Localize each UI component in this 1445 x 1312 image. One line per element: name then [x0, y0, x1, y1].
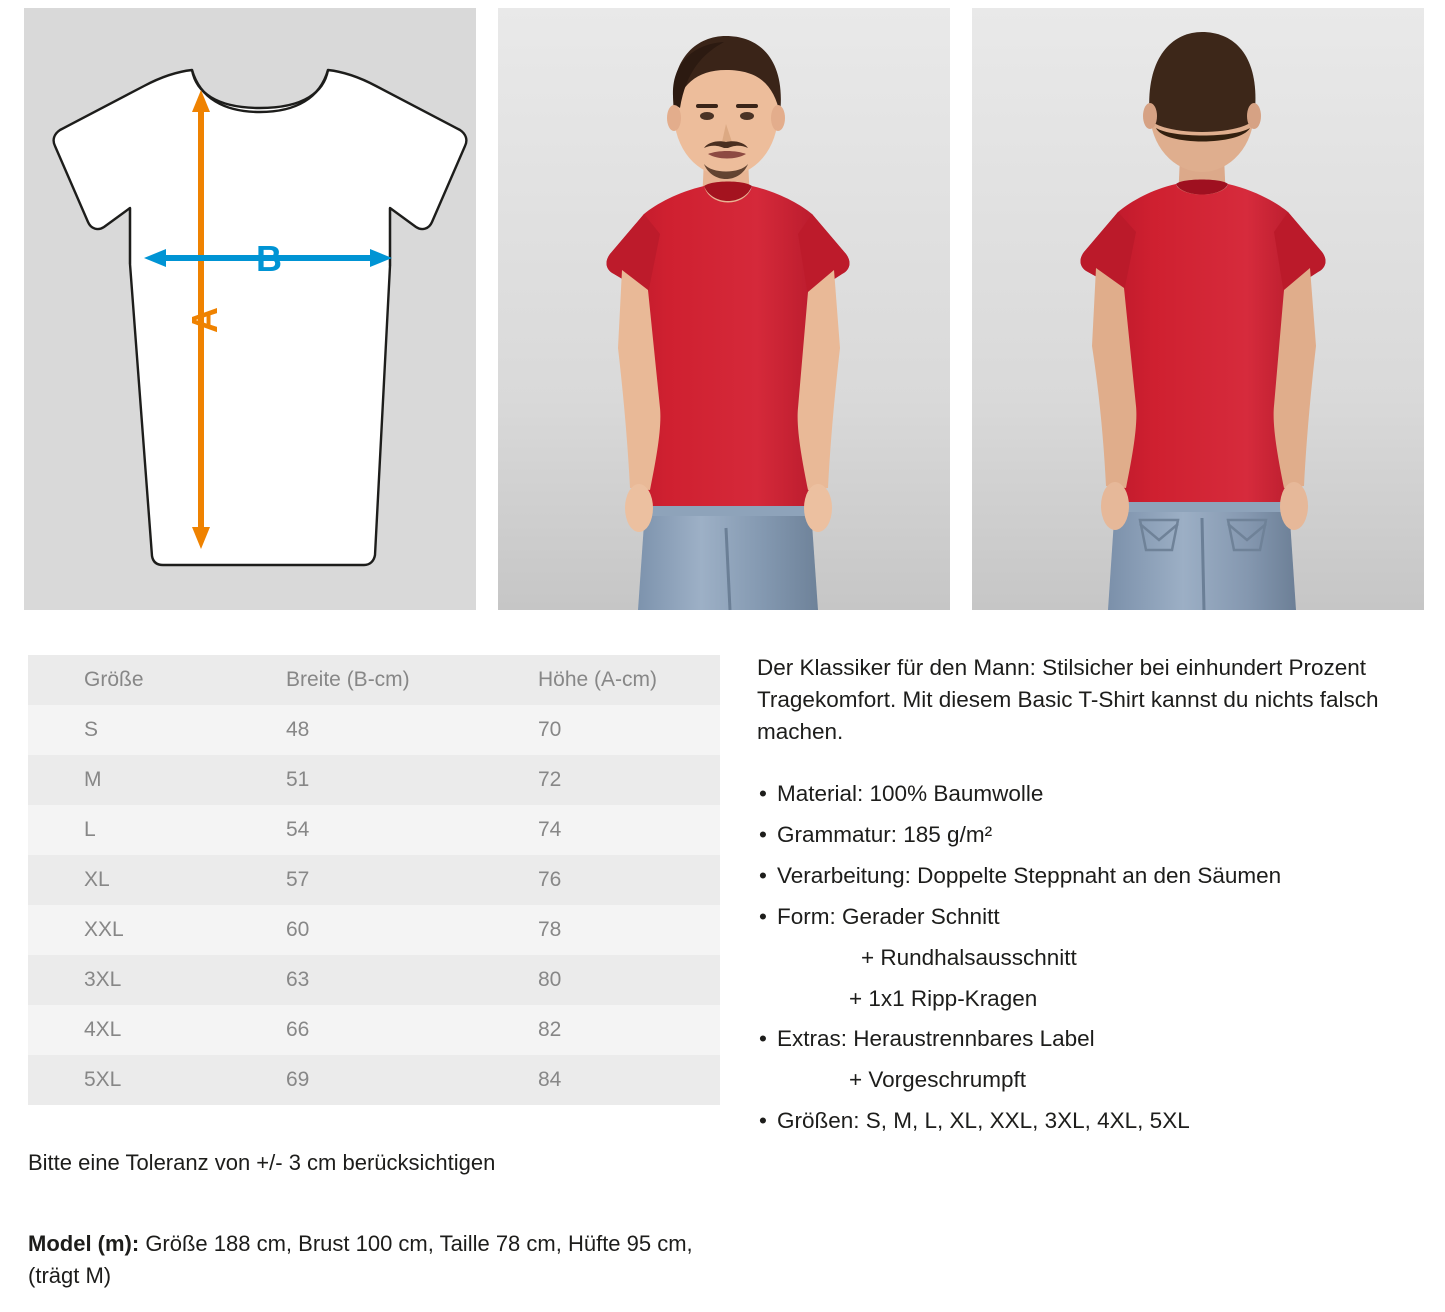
- cell-size: S: [84, 718, 99, 741]
- cell-height: 72: [538, 768, 562, 791]
- list-item-sub: + 1x1 Ripp-Kragen: [849, 985, 1038, 1011]
- description-list: [757, 778, 1427, 1137]
- list-item: • Form: Gerader Schnitt: [757, 901, 1427, 933]
- cell-height: 80: [538, 968, 562, 991]
- cell-height: 78: [538, 918, 562, 941]
- product-description: [757, 652, 1427, 1146]
- table-row: [28, 705, 720, 755]
- cell-width: 69: [286, 1068, 310, 1091]
- description-intro: Der Klassiker für den Mann: Stilsicher bei einhundert Prozent Tragekomfort. Mit diesem Basic T-Shirt kannst du nichts falsch machen.: [757, 655, 1379, 744]
- list-item: • Größen: S, M, L, XL, XXL, 3XL, 4XL, 5XL: [757, 1105, 1427, 1137]
- tshirt-outline-icon: [24, 8, 476, 610]
- list-item: • Verarbeitung: Doppelte Steppnaht an den Säumen: [757, 860, 1427, 892]
- cell-width: 51: [286, 768, 310, 791]
- size-table: [28, 655, 720, 1105]
- measurement-diagram-panel: [24, 8, 476, 610]
- table-row: [28, 955, 720, 1005]
- model-front-panel: [498, 8, 950, 610]
- cell-height: 70: [538, 718, 562, 741]
- table-row: [28, 855, 720, 905]
- table-header-width: Breite (B-cm): [286, 668, 410, 691]
- model-info-label: Model (m):: [28, 1231, 140, 1256]
- cell-width: 57: [286, 868, 310, 891]
- table-row: [28, 1055, 720, 1105]
- list-item-sub: + Vorgeschrumpft: [849, 1067, 1026, 1093]
- cell-width: 66: [286, 1018, 310, 1041]
- label-a: A: [184, 307, 225, 333]
- cell-width: 54: [286, 818, 310, 841]
- cell-width: 60: [286, 918, 310, 941]
- cell-width: 63: [286, 968, 310, 991]
- cell-height: 84: [538, 1068, 562, 1091]
- cell-height: 74: [538, 818, 562, 841]
- cell-height: 76: [538, 868, 562, 891]
- list-item: • Grammatur: 185 g/m²: [757, 819, 1427, 851]
- label-b: B: [256, 238, 282, 279]
- list-item: • Extras: Heraustrennbares Label: [757, 1023, 1427, 1055]
- model-info: [28, 1228, 728, 1292]
- cell-size: XL: [84, 868, 110, 891]
- model-back-panel: [972, 8, 1424, 610]
- cell-size: L: [84, 818, 96, 841]
- model-front-illustration: [498, 8, 950, 610]
- size-table-wrapper: [28, 655, 720, 1105]
- model-back-illustration: [972, 8, 1424, 610]
- table-row: [28, 755, 720, 805]
- cell-size: XXL: [84, 918, 124, 941]
- image-row: [24, 8, 1424, 610]
- table-header-height: Höhe (A-cm): [538, 668, 658, 691]
- cell-size: 4XL: [84, 1018, 122, 1041]
- model-info-text: Größe 188 cm, Brust 100 cm, Taille 78 cm, Hüfte 95 cm, (trägt M): [28, 1231, 693, 1288]
- list-item: • Material: 100% Baumwolle: [757, 778, 1427, 810]
- cell-size: 5XL: [84, 1068, 122, 1091]
- cell-width: 48: [286, 718, 310, 741]
- tolerance-note: Bitte eine Toleranz von +/- 3 cm berücksichtigen: [28, 1150, 496, 1175]
- table-row: [28, 805, 720, 855]
- table-header-size: Größe: [84, 668, 144, 691]
- cell-size: 3XL: [84, 968, 122, 991]
- list-item-sub: + Rundhalsausschnitt: [861, 944, 1077, 970]
- table-row: [28, 1005, 720, 1055]
- cell-height: 82: [538, 1018, 562, 1041]
- table-row: [28, 905, 720, 955]
- cell-size: M: [84, 768, 102, 791]
- table-header-row: [28, 655, 720, 705]
